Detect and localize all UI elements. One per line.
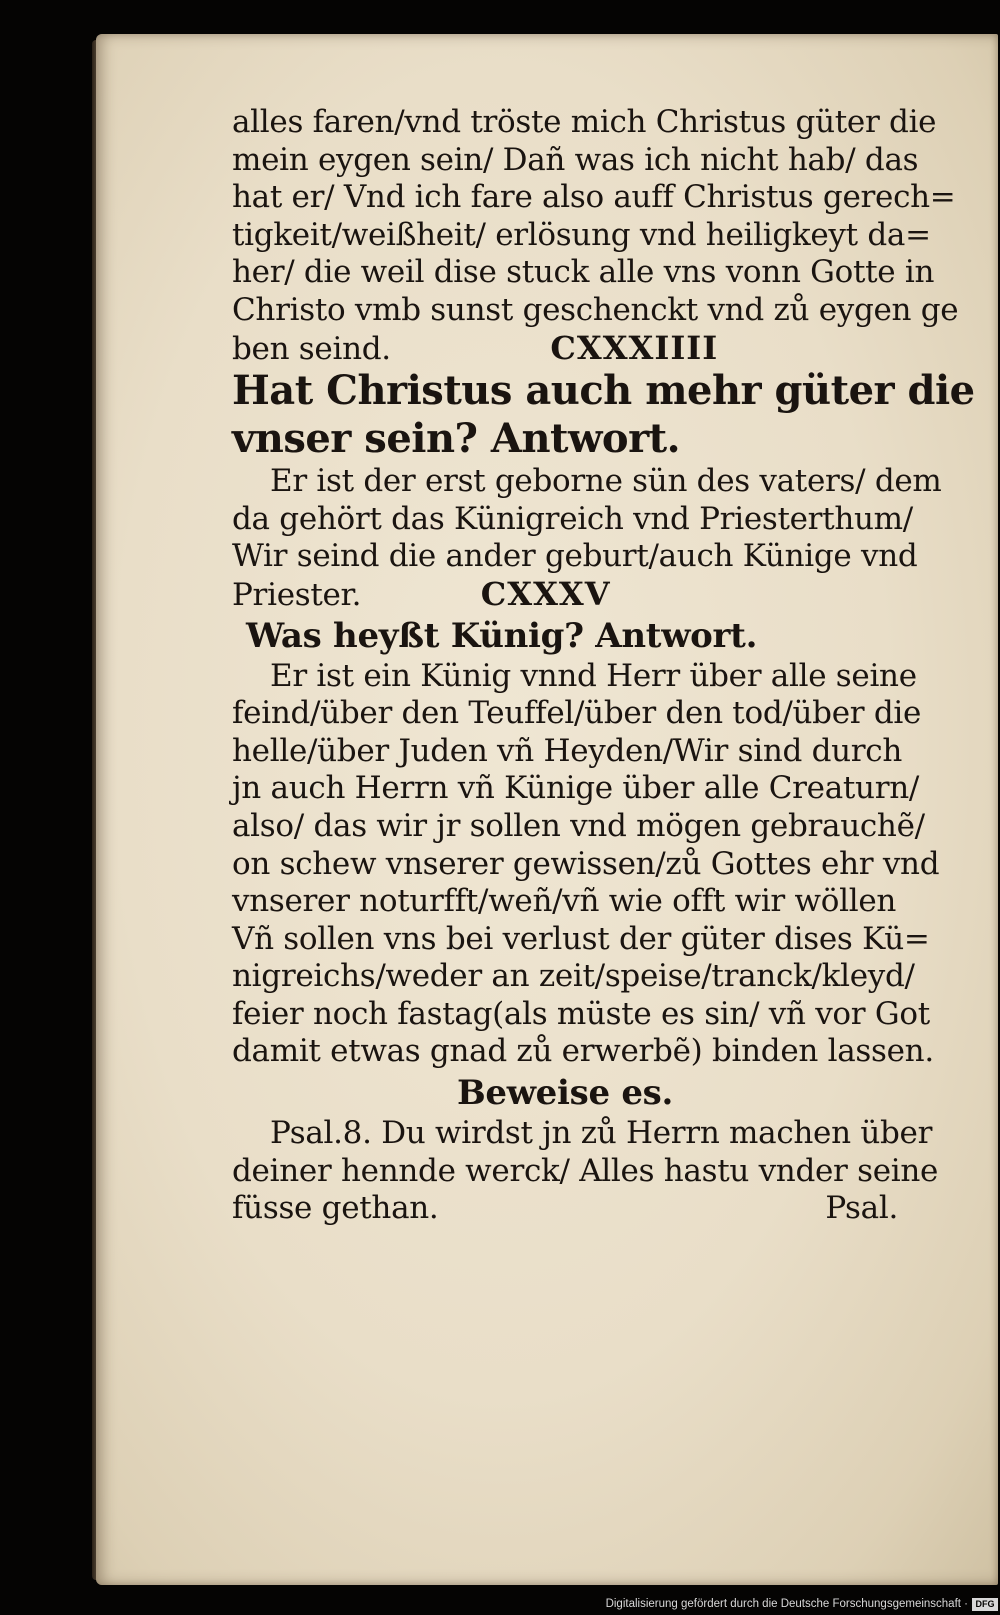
text-line-with-number: [232, 576, 898, 614]
text-line: her/ die weil dise stuck alle vns vonn Gotte in: [232, 254, 935, 291]
question-heading: vnser sein? Antwort.: [232, 415, 681, 463]
answer-line: also/ das wir jr sollen vnd mögen gebrauchẽ/: [232, 807, 925, 844]
catchword: Psal.: [825, 1190, 898, 1227]
text-line-end: ben seind.: [232, 330, 391, 367]
dfg-logo: DFG: [972, 1598, 998, 1611]
answer-line: helle/über Juden vñ Heyden/Wir sind durch: [232, 732, 903, 769]
text-line: tigkeit/weißheit/ erlösung vnd heiligkeyt da=: [232, 216, 931, 253]
answer-line: Vñ sollen vns bei verlust der güter dises Kü=: [232, 920, 930, 957]
digitization-credit: [606, 1595, 998, 1613]
section-number: CXXXV: [480, 574, 611, 613]
section-number: CXXXIIII: [550, 328, 719, 367]
section-heading: Beweise es.: [456, 1073, 674, 1114]
answer-line: nigreichs/weder an zeit/speise/tranck/kleyd/: [232, 958, 915, 995]
answer-line: Er ist der erst geborne sün des vaters/ dem: [270, 463, 942, 500]
answer-line: da gehört das Künigreich vnd Priesterthum/: [232, 500, 913, 537]
text-line: alles faren/vnd tröste mich Christus güter die: [232, 104, 937, 140]
proof-line: deiner hennde werck/ Alles hastu vnder seine: [232, 1152, 939, 1189]
credit-text: Digitalisierung gefördert durch die Deutsche Forschungsgemeinschaft ·: [605, 1598, 968, 1610]
answer-line: on schew vnserer gewissen/zů Gottes ehr vnd: [232, 845, 940, 882]
answer-line: feind/über den Teuffel/über den tod/über die: [232, 695, 922, 732]
proof-line: Psal.8. Du wirdst jn zů Herrn machen über: [270, 1115, 933, 1152]
answer-line-end: Priester.: [232, 576, 362, 613]
question-heading: Hat Christus auch mehr güter die: [232, 367, 975, 415]
proof-line-end: füsse gethan.: [232, 1190, 439, 1227]
answer-line: Er ist ein Künig vnnd Herr über alle seine: [270, 657, 917, 694]
answer-line: vnserer noturfft/weñ/vñ wie offt wir wöllen: [232, 883, 897, 920]
text-line: mein eygen sein/ Dañ was ich nicht hab/ das: [232, 141, 919, 178]
text-line: hat er/ Vnd ich fare also auff Christus gerech=: [232, 179, 956, 216]
answer-line: feier noch fastag(als müste es sin/ vñ vor Got: [232, 995, 930, 1032]
answer-line: Wir seind die ander geburt/auch Künige vnd: [232, 538, 918, 575]
proof-line-with-catchword: [232, 1190, 898, 1228]
text-line-with-number: [232, 330, 898, 368]
answer-line: damit etwas gnad zů erwerbẽ) binden lassen.: [232, 1033, 934, 1070]
page-text: [232, 104, 975, 1228]
text-line: Christo vmb sunst geschenckt vnd zů eygen ge: [232, 291, 959, 328]
answer-line: jn auch Herrn vñ Künige über alle Creaturn/: [232, 770, 920, 807]
question-heading: Was heyßt Künig? Antwort.: [246, 615, 758, 656]
